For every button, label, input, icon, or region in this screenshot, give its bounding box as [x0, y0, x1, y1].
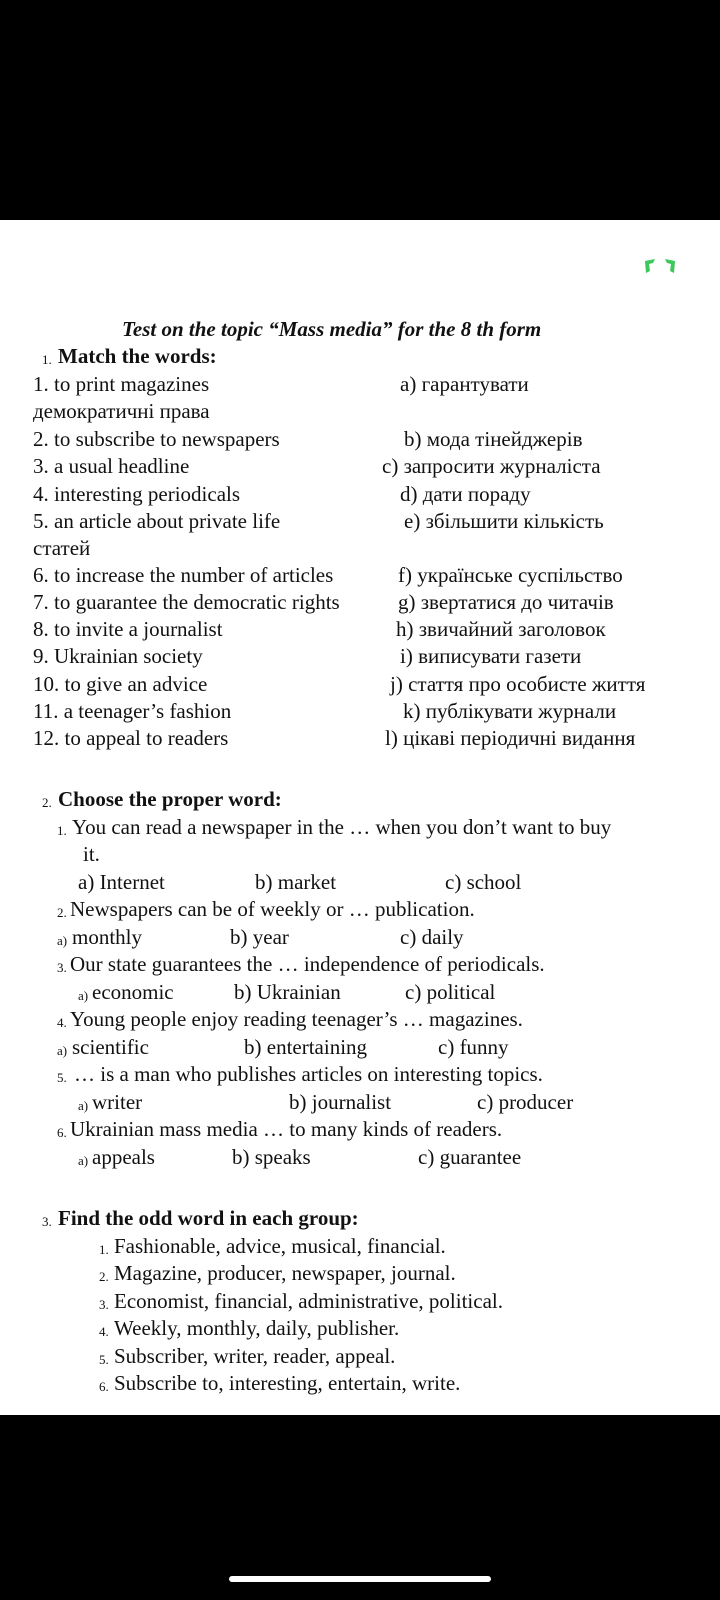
q5-option-c: c) producer: [477, 1090, 574, 1114]
match-left-5: 5. an article about private life: [33, 509, 281, 533]
q6-number: 6.: [57, 1125, 67, 1140]
match-right-c: c) запросити журналіста: [382, 454, 601, 478]
q3-number: 3.: [57, 960, 67, 975]
q3-text: Our state guarantees the … independence of periodicals.: [70, 952, 545, 976]
odd-item-5-number: 5.: [99, 1352, 109, 1367]
task3-heading: Find the odd word in each group:: [58, 1206, 359, 1230]
odd-item-2: Magazine, producer, newspaper, journal.: [114, 1261, 456, 1285]
q1-option-b: b) market: [255, 870, 337, 894]
q3-option-c: c) political: [405, 980, 496, 1004]
match-right-i: i) виписувати газети: [400, 644, 582, 668]
odd-item-6-number: 6.: [99, 1379, 109, 1394]
q1-number: 1.: [57, 823, 67, 838]
match-right-h: h) звичайний заголовок: [396, 617, 606, 641]
match-left-6: 6. to increase the number of articles: [33, 563, 334, 587]
q6-option-c: c) guarantee: [418, 1145, 522, 1169]
q6-option-a: appeals: [92, 1145, 155, 1169]
q4-option-c: c) funny: [438, 1035, 509, 1059]
match-right-e: e) збільшити кількість: [404, 509, 604, 533]
match-right-d: d) дати пораду: [400, 482, 531, 506]
task2-number: 2.: [42, 795, 52, 810]
q1-option-a: a) Internet: [78, 870, 165, 894]
task3-number: 3.: [42, 1214, 52, 1229]
q6-option-b: b) speaks: [232, 1145, 311, 1169]
q5-number: 5.: [57, 1070, 67, 1085]
q2-text: Newspapers can be of weekly or … publication.: [70, 897, 475, 921]
odd-item-2-number: 2.: [99, 1269, 109, 1284]
q4-option-b: b) entertaining: [244, 1035, 368, 1059]
match-left-12: 12. to appeal to readers: [33, 726, 229, 750]
task1-heading: Match the words:: [58, 344, 217, 368]
odd-item-3: Economist, financial, administrative, political.: [114, 1289, 503, 1313]
q3-option-a: economic: [92, 980, 174, 1004]
match-left-10: 10. to give an advice: [33, 672, 208, 696]
odd-item-1-number: 1.: [99, 1242, 109, 1257]
odd-item-1: Fashionable, advice, musical, financial.: [114, 1234, 446, 1258]
q4-number: 4.: [57, 1015, 67, 1030]
q3-option-a-label: a): [78, 988, 89, 1003]
match-right-k: k) публікувати журнали: [403, 699, 617, 723]
q1-option-c: c) school: [445, 870, 522, 894]
match-left-1: 1. to print magazines: [33, 372, 210, 396]
match-right-l: l) цікаві періодичні видання: [385, 726, 636, 750]
q4-option-a: scientific: [72, 1035, 149, 1059]
q1-text: You can read a newspaper in the … when you don’t want to buy: [72, 815, 612, 839]
page-title: Test on the topic “Mass media” for the 8 th form: [122, 317, 542, 341]
q6-text: Ukrainian mass media … to many kinds of readers.: [70, 1117, 503, 1141]
q2-option-a: monthly: [72, 925, 143, 949]
match-left-9: 9. Ukrainian society: [33, 644, 203, 668]
match-right-b: b) мода тінейджерів: [404, 427, 583, 451]
match-left-11: 11. a teenager’s fashion: [33, 699, 232, 723]
match-left-4: 4. interesting periodicals: [33, 482, 241, 506]
q5-option-a-label: a): [78, 1098, 89, 1113]
q6-option-a-label: a): [78, 1153, 89, 1168]
q5-text: … is a man who publishes articles on interesting topics.: [74, 1062, 543, 1086]
home-indicator[interactable]: [229, 1576, 491, 1582]
match-left-2: 2. to subscribe to newspapers: [33, 427, 280, 451]
task2-heading: Choose the proper word:: [58, 787, 282, 811]
q2-number: 2.: [57, 905, 67, 920]
match-right-a-wrap: демократичні права: [33, 399, 210, 423]
task1-number: 1.: [42, 352, 52, 367]
q2-option-c: c) daily: [400, 925, 464, 949]
match-left-7: 7. to guarantee the democratic rights: [33, 590, 340, 614]
match-right-f: f) українське суспільство: [398, 563, 623, 587]
q5-option-a: writer: [92, 1090, 143, 1114]
match-right-a: a) гарантувати: [400, 372, 529, 396]
q1-text-cont: it.: [83, 842, 100, 866]
q3-option-b: b) Ukrainian: [234, 980, 341, 1004]
q5-option-b: b) journalist: [289, 1090, 392, 1114]
odd-item-6: Subscribe to, interesting, entertain, write.: [114, 1371, 461, 1395]
q2-option-a-label: a): [57, 933, 68, 948]
q4-option-a-label: a): [57, 1043, 68, 1058]
match-left-5-wrap: статей: [33, 536, 91, 560]
odd-item-4-number: 4.: [99, 1324, 109, 1339]
match-right-j: j) стаття про особисте життя: [390, 672, 646, 696]
match-left-3: 3. a usual headline: [33, 454, 190, 478]
odd-item-3-number: 3.: [99, 1297, 109, 1312]
expand-icon[interactable]: [642, 257, 678, 277]
odd-item-5: Subscriber, writer, reader, appeal.: [114, 1344, 396, 1368]
match-right-g: g) звертатися до читачів: [398, 590, 614, 614]
odd-item-4: Weekly, monthly, daily, publisher.: [114, 1316, 400, 1340]
match-left-8: 8. to invite a journalist: [33, 617, 223, 641]
q2-option-b: b) year: [230, 925, 289, 949]
q4-text: Young people enjoy reading teenager’s … magazines.: [70, 1007, 523, 1031]
